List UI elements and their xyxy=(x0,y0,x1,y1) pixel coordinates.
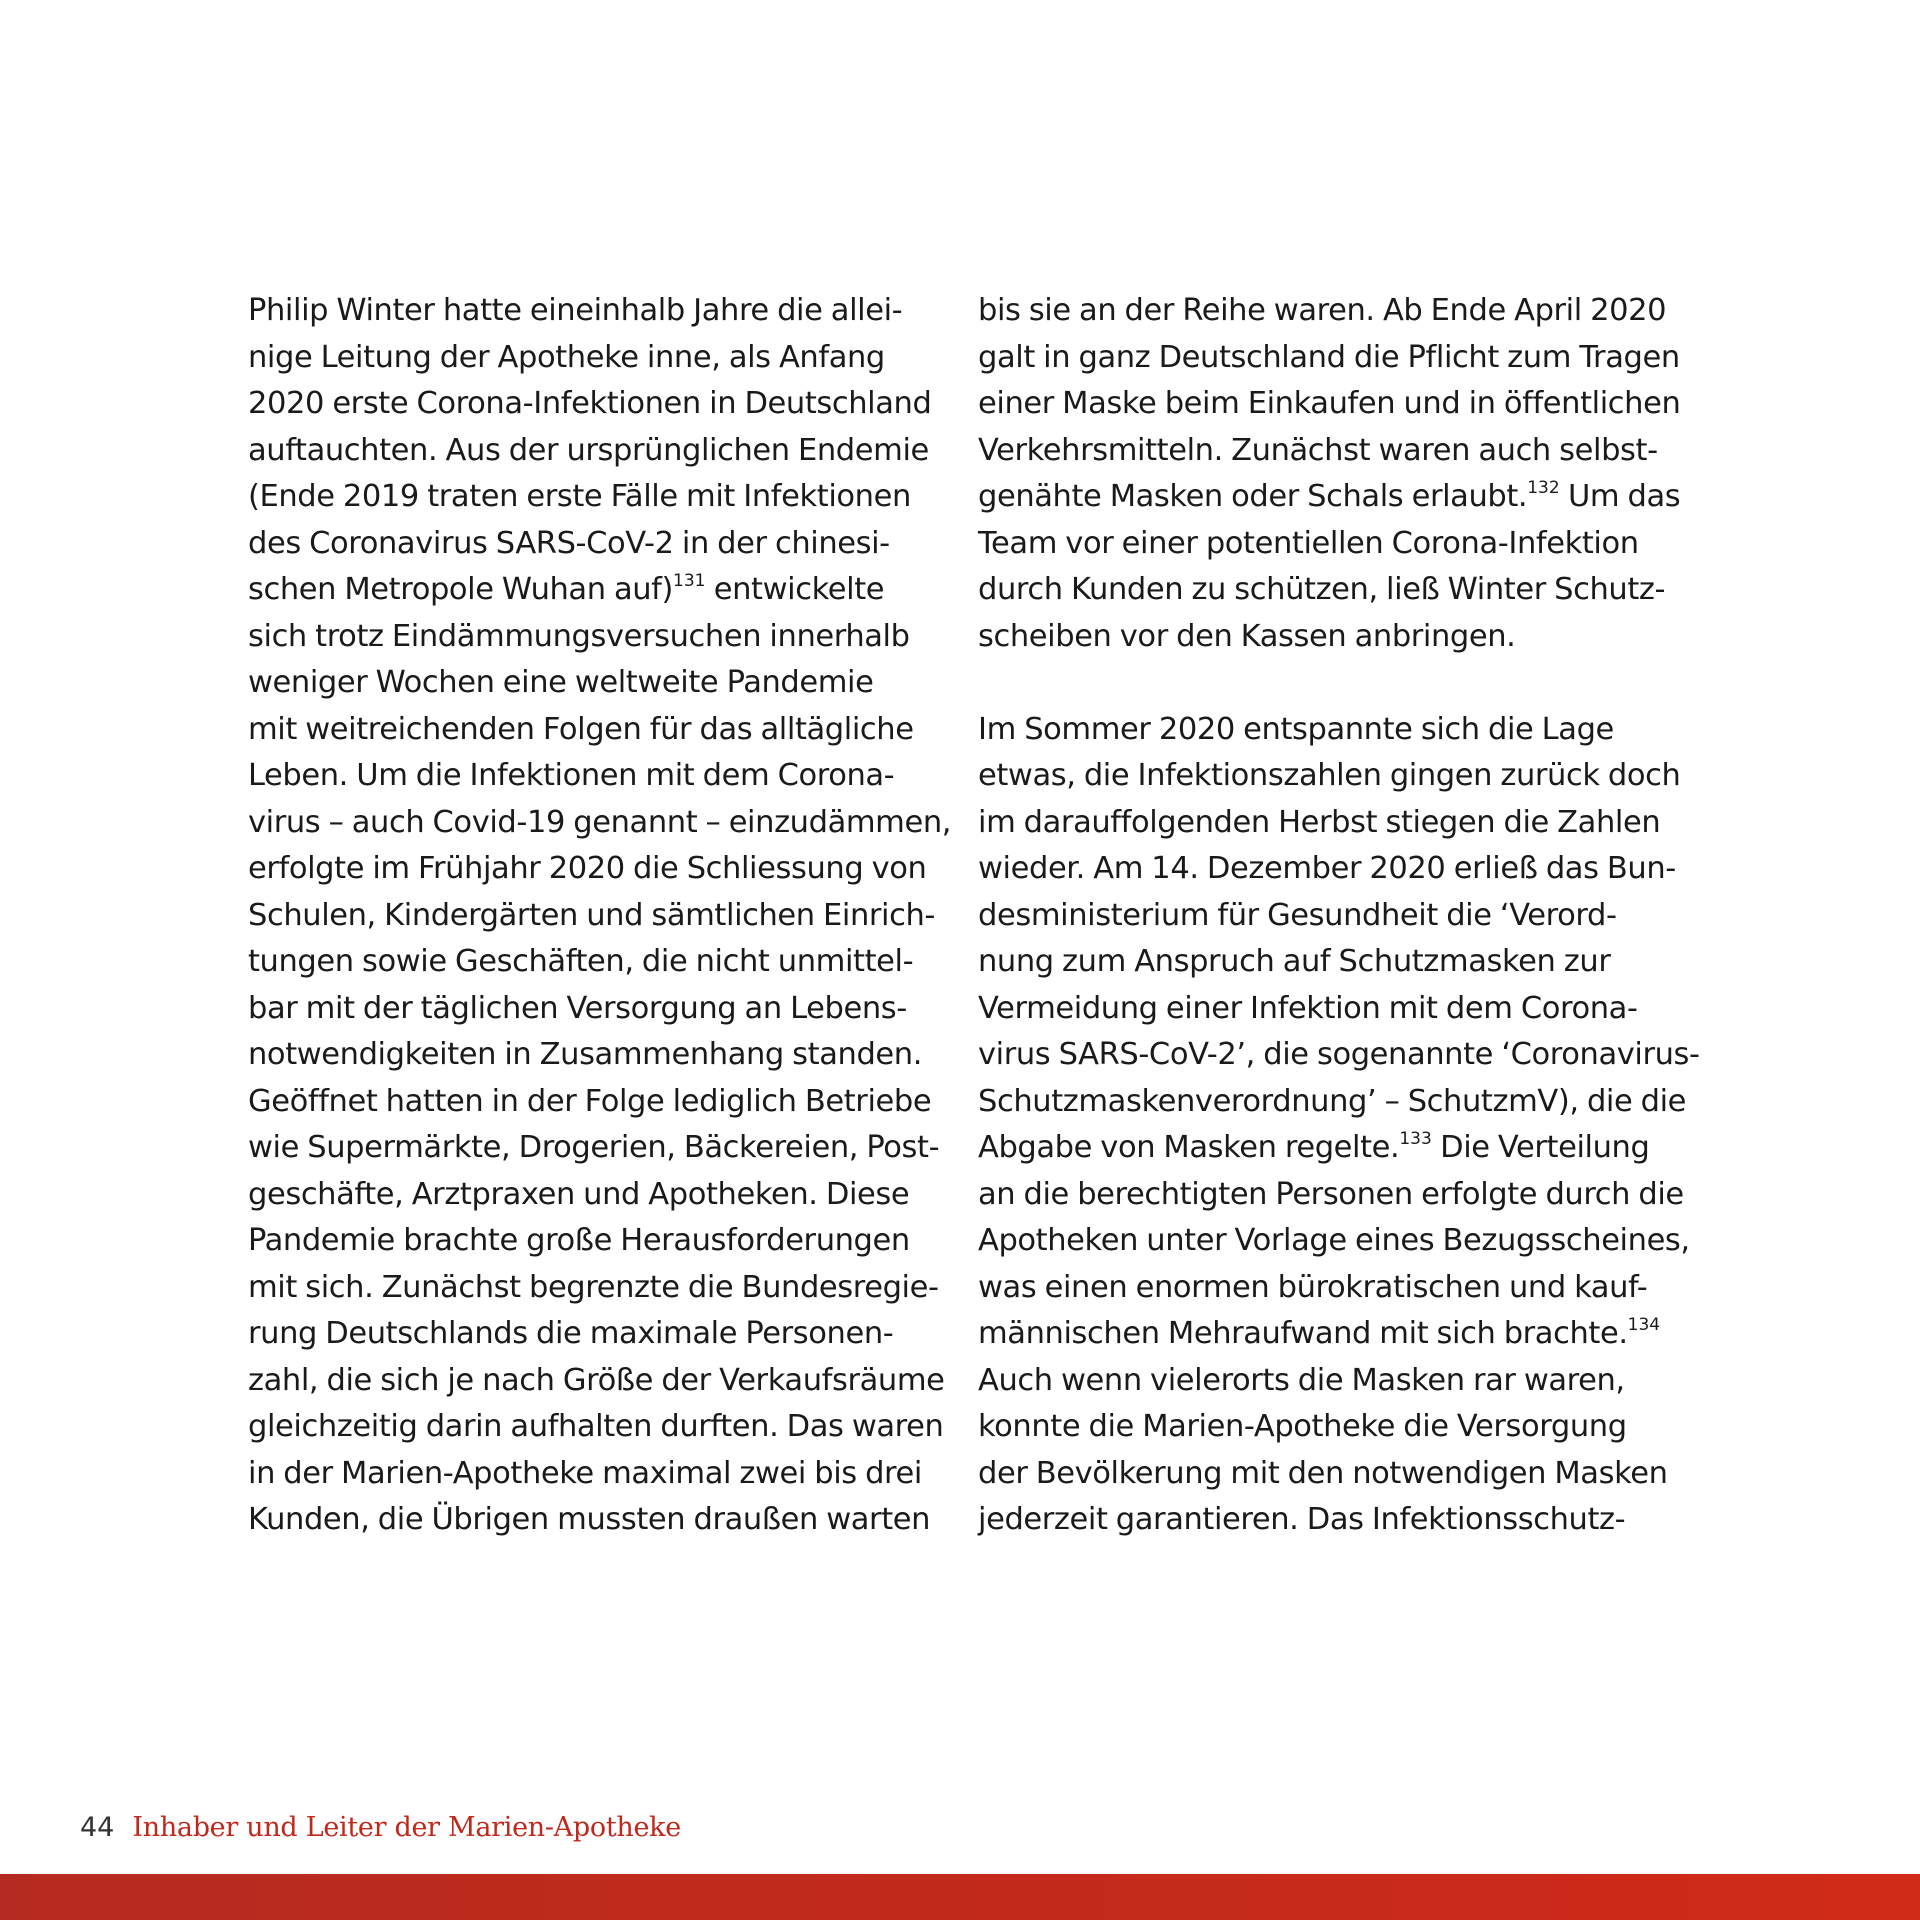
text-line: desministerium für Gesundheit die ‘Verord- xyxy=(978,897,1617,933)
text-line: Team vor einer potentiellen Corona-Infektion xyxy=(978,525,1639,561)
text-line: der Bevölkerung mit den notwendigen Masken xyxy=(978,1455,1668,1491)
text-line: an die berechtigten Personen erfolgte durch die xyxy=(978,1176,1684,1212)
left-text-column xyxy=(248,288,952,1544)
text-line: wieder. Am 14. Dezember 2020 erließ das Bun- xyxy=(978,851,1676,886)
text-line: etwas, die Infektionszahlen gingen zurück doch xyxy=(978,758,1681,793)
text-line: Im Sommer 2020 entspannte sich die Lage xyxy=(978,711,1614,747)
text-line: scheiben vor den Kassen anbringen. xyxy=(978,618,1516,654)
text-line xyxy=(978,474,1698,521)
text-line: Philip Winter hatte eineinhalb Jahre die allei- xyxy=(248,293,903,328)
bottom-color-bar xyxy=(0,1874,1920,1920)
footnote-reference: 132 xyxy=(1527,478,1560,498)
text-line: durch Kunden zu schützen, ließ Winter Schutz- xyxy=(978,572,1666,607)
text-segment: männischen Mehraufwand mit sich brachte. xyxy=(978,1316,1628,1351)
paragraph-gap xyxy=(978,660,1698,707)
text-line: weniger Wochen eine weltweite Pandemie xyxy=(248,665,874,700)
text-line xyxy=(248,567,948,614)
text-line: Auch wenn vielerorts die Masken rar waren, xyxy=(978,1362,1625,1398)
text-line: erfolgte im Frühjahr 2020 die Schliessung von xyxy=(248,851,927,886)
footnote-reference: 131 xyxy=(673,571,706,591)
text-line: konnte die Marien-Apotheke die Versorgung xyxy=(978,1409,1627,1444)
footnote-reference: 133 xyxy=(1399,1129,1432,1149)
text-segment: schen Metropole Wuhan auf) xyxy=(248,572,674,607)
text-line: nung zum Anspruch auf Schutzmasken zur xyxy=(978,944,1611,979)
text-line: virus SARS-CoV-2’, die sogenannte ‘Coronavirus- xyxy=(978,1037,1700,1072)
text-line: notwendigkeiten in Zusammenhang standen. xyxy=(248,1037,922,1072)
text-line: Schutzmaskenverordnung’ – SchutzmV), die die xyxy=(978,1083,1687,1119)
text-line: auftauchten. Aus der ursprünglichen Endemie xyxy=(248,432,929,468)
text-line: rung Deutschlands die maximale Personen- xyxy=(248,1316,894,1351)
text-line: Geöffnet hatten in der Folge lediglich Betriebe xyxy=(248,1083,932,1119)
text-line: (Ende 2019 traten erste Fälle mit Infektionen xyxy=(248,479,911,514)
text-line: Schulen, Kindergärten und sämtlichen Einrich- xyxy=(248,897,936,933)
text-segment: Um das xyxy=(1559,479,1681,514)
page-number: 44 xyxy=(80,1812,115,1843)
text-line: Pandemie brachte große Herausforderungen xyxy=(248,1223,910,1258)
text-line: Verkehrsmitteln. Zunächst waren auch selbst- xyxy=(978,432,1658,468)
footnote-reference: 134 xyxy=(1627,1315,1661,1335)
text-line: gleichzeitig darin aufhalten durften. Das waren xyxy=(248,1409,944,1444)
text-line: virus – auch Covid-19 genannt – einzudämmen, xyxy=(248,804,952,840)
text-line: mit weitreichenden Folgen für das alltägliche xyxy=(248,711,914,747)
text-segment: genähte Masken oder Schals erlaubt. xyxy=(978,479,1528,514)
text-segment: entwickelte xyxy=(705,572,885,607)
text-line: 2020 erste Corona-Infektionen in Deutschland xyxy=(248,386,932,421)
text-line: Leben. Um die Infektionen mit dem Corona- xyxy=(248,758,895,793)
text-line xyxy=(978,1311,1698,1358)
text-segment: Die Verteilung xyxy=(1431,1130,1650,1165)
text-line: bis sie an der Reihe waren. Ab Ende April 2020 xyxy=(978,293,1667,328)
text-segment: Abgabe von Masken regelte. xyxy=(978,1130,1400,1165)
text-line: was einen enormen bürokratischen und kauf- xyxy=(978,1269,1648,1305)
right-text-column xyxy=(978,288,1698,1544)
text-line: Apotheken unter Vorlage eines Bezugsscheines, xyxy=(978,1223,1690,1258)
text-line: des Coronavirus SARS-CoV-2 in der chinesi- xyxy=(248,525,890,561)
text-line: geschäfte, Arztpraxen und Apotheken. Diese xyxy=(248,1176,910,1212)
text-line: sich trotz Eindämmungsversuchen innerhalb xyxy=(248,618,910,654)
page-footer xyxy=(80,1812,681,1852)
text-line: Kunden, die Übrigen mussten draußen warten xyxy=(248,1502,931,1537)
text-line: Vermeidung einer Infektion mit dem Corona- xyxy=(978,990,1638,1026)
text-line xyxy=(978,1125,1698,1172)
text-line: bar mit der täglichen Versorgung an Lebens- xyxy=(248,990,907,1026)
text-line: jederzeit garantieren. Das Infektionsschutz- xyxy=(978,1502,1626,1537)
text-line: nige Leitung der Apotheke inne, als Anfang xyxy=(248,339,885,375)
running-title: Inhaber und Leiter der Marien-Apotheke xyxy=(132,1812,681,1843)
text-line: wie Supermärkte, Drogerien, Bäckereien, Post- xyxy=(248,1130,940,1165)
text-line: zahl, die sich je nach Größe der Verkaufsräume xyxy=(248,1362,945,1398)
text-line: galt in ganz Deutschland die Pflicht zum Tragen xyxy=(978,339,1680,375)
text-line: in der Marien-Apotheke maximal zwei bis drei xyxy=(248,1455,922,1491)
text-line: tungen sowie Geschäften, die nicht unmittel- xyxy=(248,944,914,979)
text-line: im darauffolgenden Herbst stiegen die Zahlen xyxy=(978,804,1661,840)
text-line: einer Maske beim Einkaufen und in öffentlichen xyxy=(978,386,1681,421)
text-line: mit sich. Zunächst begrenzte die Bundesregie- xyxy=(248,1269,939,1305)
